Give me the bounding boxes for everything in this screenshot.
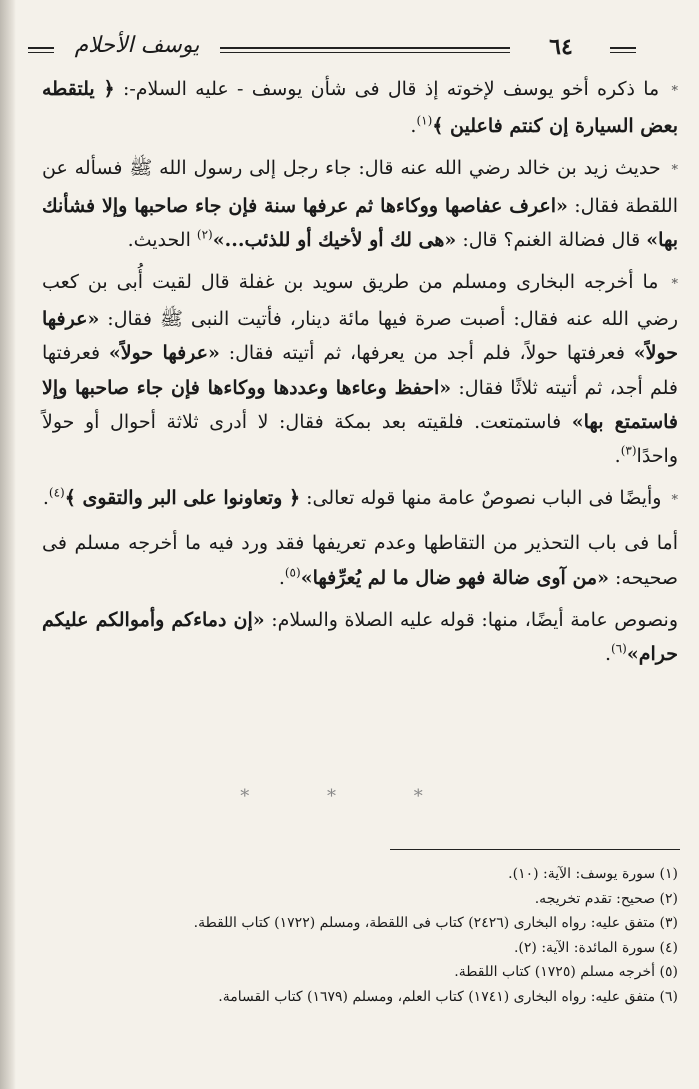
footnote-reference: (٢) — [196, 227, 213, 242]
footnote-reference: (٤) — [48, 485, 65, 500]
footnote-item: (١) سورة يوسف: الآية: (١٠). — [508, 866, 678, 882]
paragraph — [42, 72, 678, 143]
page-header — [16, 30, 684, 70]
section-divider: * * * — [240, 786, 459, 807]
paragraph — [42, 603, 678, 671]
footnote-item: (٢) صحيح: تقدم تخريجه. — [534, 890, 678, 907]
text-run: ما أخرجه البخارى ومسلم من طريق سويد بن غفلة قال لقيت أُبى بن كعب رضي الله عنه فقال: أصبت صرة فيها مائة دينار، فأتيت النبى ﷺ فقال: — [42, 271, 678, 331]
header-rule-middle — [220, 47, 510, 53]
paragraph-star-marker: * — [671, 277, 678, 293]
paragraph — [42, 151, 678, 257]
footnote-item: (٤) سورة المائدة: الآية: (٢). — [513, 939, 678, 956]
text-run: أما فى باب التحذير من التقاطها وعدم تعريفها فقد ورد فيه ما أخرجه مسلم فى صحيحه: — [42, 532, 678, 589]
hadith-quote: «اعرف عفاصها ووكاءها ثم عرفها سنة فإن جاء صاحبها وإلا فشأنك بها» — [42, 194, 678, 251]
hadith-quote: «احفظ وعاءها وعددها ووكاءها فإن جاء صاحبها وإلا فاستمتع بها» — [42, 376, 678, 433]
hadith-quote: «إن دماءكم وأموالكم عليكم حرام» — [42, 608, 678, 666]
quran-verse: ﴿ يلتقطه بعض السيارة إن كنتم فاعلين ﴾ — [42, 78, 678, 138]
text-run: قال فضالة الغنم؟ قال: — [456, 228, 647, 251]
text-run: ونصوص عامة أيضًا، منها: قوله عليه الصلاة والسلام: — [264, 608, 679, 631]
text-run: فعرفتها فلم أجد، ثم أتيته ثلاثًا فقال: — [42, 342, 679, 399]
hadith-quote: «هى لك أو لأخيك أو للذئب...» — [212, 228, 457, 251]
hadith-quote: «عرفها حولاً» — [42, 308, 679, 365]
page-binding-shadow — [0, 0, 16, 1089]
page-number: ٦٤ — [549, 34, 573, 60]
paragraph — [42, 265, 678, 473]
footnote-reference: (٣) — [620, 443, 637, 458]
text-run: . — [410, 115, 417, 138]
footnote-item: (٥) أخرجه مسلم (١٧٢٥) كتاب اللقطة. — [454, 964, 678, 980]
paragraph-star-marker: * — [671, 493, 678, 509]
text-run: . — [604, 643, 612, 666]
hadith-quote: «عرفها حولاً» — [108, 342, 220, 365]
footnote-reference: (١) — [416, 113, 433, 128]
text-run: حديث زيد بن خالد رضي الله عنه قال: جاء رجل إلى رسول الله ﷺ فسأله عن اللقطة فقال: — [42, 157, 678, 217]
book-title: يوسف الأحلام — [74, 33, 200, 58]
quran-verse: ﴿ وتعاونوا على البر والتقوى ﴾ — [64, 487, 301, 510]
main-text — [42, 72, 678, 679]
footnote-item: (٣) متفق عليه: رواه البخارى (٢٤٢٦) كتاب فى اللقطة، ومسلم (١٧٢٢) كتاب اللقطة. — [193, 915, 678, 931]
footnotes — [60, 862, 678, 1009]
footnote-item: (٦) متفق عليه: رواه البخارى (١٧٤١) كتاب العلم، ومسلم (١٦٧٩) كتاب القسامة. — [218, 988, 678, 1005]
text-run: . — [42, 487, 49, 510]
footnote-rule — [390, 849, 680, 850]
footnote-reference: (٦) — [611, 641, 627, 656]
text-run: ما ذكره أخو يوسف لإخوته إذ قال فى شأن يوسف - عليه السلام-: — [114, 78, 660, 100]
paragraph — [42, 526, 678, 594]
paragraph-star-marker: * — [671, 163, 678, 179]
footnote-reference: (٥) — [284, 565, 301, 580]
text-run: الحديث. — [127, 228, 197, 251]
text-run: وأيضًا فى الباب نصوصٌ عامة منها قوله تعالى: — [300, 487, 662, 510]
paragraph-star-marker: * — [671, 84, 678, 99]
hadith-quote: «من آوى ضالة فهو ضال ما لم يُعرِّفها» — [300, 566, 609, 589]
header-rule-right — [610, 47, 636, 53]
paragraph — [42, 481, 678, 518]
text-run: . — [278, 566, 285, 589]
header-rule-left — [28, 47, 54, 53]
text-run: فعرفتها حولاً، فلم أجد من يعرفها، ثم أتيته فقال: — [219, 342, 634, 365]
text-run: فاستمتعت. فلقيته بعد بمكة فقال: لا أدرى ثلاثة أحوال أو حولاً واحدًا — [42, 410, 678, 468]
text-run: . — [614, 445, 621, 468]
